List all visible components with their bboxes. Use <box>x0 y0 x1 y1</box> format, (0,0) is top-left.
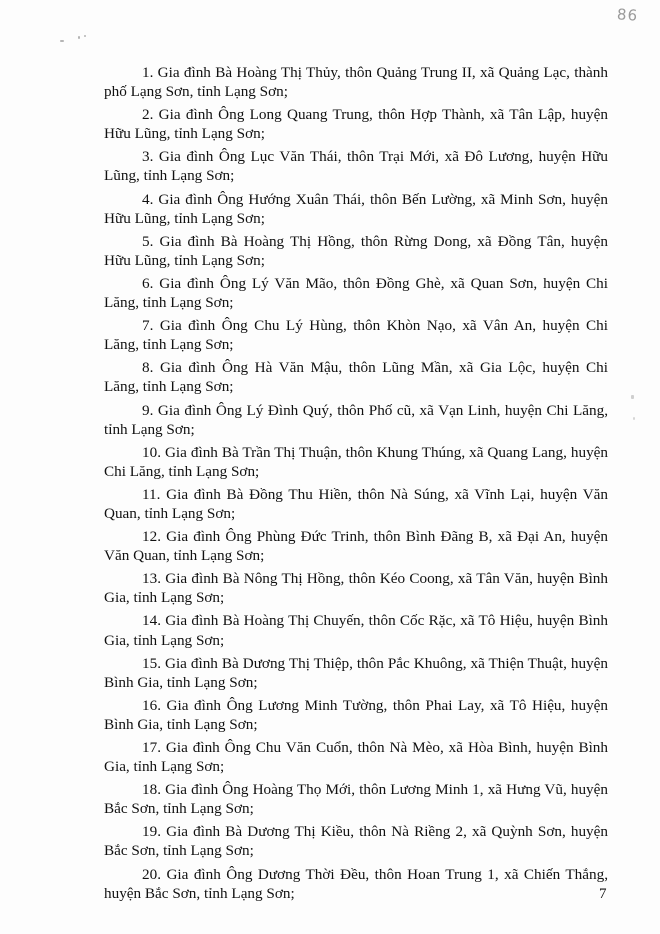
family-entry-20: 20. Gia đình Ông Dương Thời Đều, thôn Hoan Trung 1, xã Chiến Thắng, huyện Bắc Sơn, tỉnh Lạng Sơn; <box>104 865 608 902</box>
family-entry-3: 3. Gia đình Ông Lục Văn Thái, thôn Trại Mới, xã Đô Lương, huyện Hữu Lũng, tỉnh Lạng Sơn; <box>104 148 608 185</box>
family-entry-8: 8. Gia đình Ông Hà Văn Mậu, thôn Lũng Mần, xã Gia Lộc, huyện Chi Lăng, tỉnh Lạng Sơn; <box>104 359 608 396</box>
scan-speck <box>84 35 86 37</box>
family-entry-14: 14. Gia đình Bà Hoàng Thị Chuyến, thôn Cốc Rặc, xã Tô Hiệu, huyện Bình Gia, tỉnh Lạng Sơn; <box>104 612 608 649</box>
family-entry-19: 19. Gia đình Bà Dương Thị Kiều, thôn Nà Riềng 2, xã Quỳnh Sơn, huyện Bắc Sơn, tỉnh Lạng Sơn; <box>104 823 608 860</box>
family-entry-15: 15. Gia đình Bà Dương Thị Thiệp, thôn Pắc Khuông, xã Thiện Thuật, huyện Bình Gia, tỉnh Lạng Sơn; <box>104 654 608 691</box>
family-entry-18: 18. Gia đình Ông Hoàng Thọ Mới, thôn Lương Minh 1, xã Hưng Vũ, huyện Bắc Sơn, tỉnh Lạng Sơn; <box>104 781 608 818</box>
family-entry-4: 4. Gia đình Ông Hướng Xuân Thái, thôn Bến Lường, xã Minh Sơn, huyện Hữu Lũng, tỉnh Lạng Sơn; <box>104 190 608 227</box>
scan-speck <box>60 40 64 42</box>
family-list <box>104 63 608 907</box>
family-entry-17: 17. Gia đình Ông Chu Văn Cuổn, thôn Nà Mèo, xã Hòa Bình, huyện Bình Gia, tỉnh Lạng Sơn; <box>104 739 608 776</box>
family-entry-7: 7. Gia đình Ông Chu Lý Hùng, thôn Khòn Nạo, xã Vân An, huyện Chi Lăng, tỉnh Lạng Sơn; <box>104 317 608 354</box>
family-entry-16: 16. Gia đình Ông Lương Minh Tường, thôn Phai Lay, xã Tô Hiệu, huyện Bình Gia, tỉnh Lạng Sơn; <box>104 696 608 733</box>
handwritten-page-annotation: 86 <box>616 5 639 25</box>
scan-speck <box>631 395 634 399</box>
family-entry-1: 1. Gia đình Bà Hoàng Thị Thủy, thôn Quảng Trung II, xã Quảng Lạc, thành phố Lạng Sơn, tỉnh Lạng Sơn; <box>104 64 608 101</box>
family-entry-5: 5. Gia đình Bà Hoàng Thị Hồng, thôn Rừng Dong, xã Đồng Tân, huyện Hữu Lũng, tỉnh Lạng Sơn; <box>104 232 608 269</box>
family-entry-10: 10. Gia đình Bà Trần Thị Thuận, thôn Khung Thúng, xã Quang Lang, huyện Chi Lăng, tỉnh Lạng Sơn; <box>104 443 608 480</box>
page-number: 7 <box>599 886 607 902</box>
family-entry-9: 9. Gia đình Ông Lý Đình Quý, thôn Phố cũ, xã Vạn Linh, huyện Chi Lăng, tỉnh Lạng Sơn; <box>104 401 608 438</box>
family-entry-13: 13. Gia đình Bà Nông Thị Hồng, thôn Kéo Coong, xã Tân Văn, huyện Bình Gia, tỉnh Lạng Sơn; <box>104 570 608 607</box>
family-entry-2: 2. Gia đình Ông Long Quang Trung, thôn Hợp Thành, xã Tân Lập, huyện Hữu Lũng, tỉnh Lạng Sơn; <box>104 106 608 143</box>
family-entry-11: 11. Gia đình Bà Đồng Thu Hiền, thôn Nà Súng, xã Vĩnh Lại, huyện Văn Quan, tỉnh Lạng Sơn; <box>104 485 608 522</box>
scan-speck <box>78 36 80 39</box>
family-entry-6: 6. Gia đình Ông Lý Văn Mão, thôn Đồng Ghè, xã Quan Sơn, huyện Chi Lăng, tỉnh Lạng Sơn; <box>104 274 608 312</box>
family-entry-12: 12. Gia đình Ông Phùng Đức Trinh, thôn Bình Đãng B, xã Đại An, huyện Văn Quan, tỉnh Lạng Sơn; <box>104 528 608 565</box>
scan-speck <box>633 417 635 420</box>
